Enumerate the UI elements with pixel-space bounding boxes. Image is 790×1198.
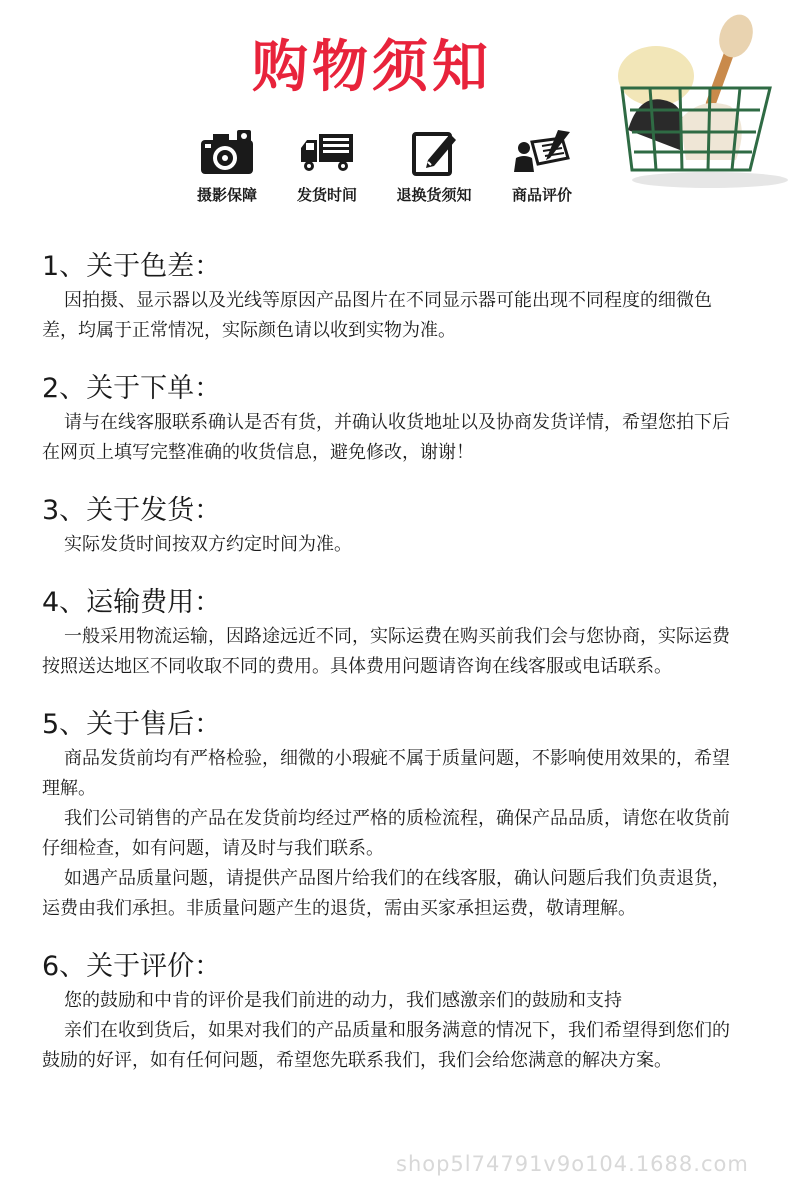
section-text: 因拍摄、显示器以及光线等原因产品图片在不同显示器可能出现不同程度的细微色差，均属于正常情况，实际颜色请以收到实物为准。 <box>42 290 712 341</box>
product-basket-image <box>610 10 790 190</box>
icon-label-photo: 摄影保障 <box>196 186 257 204</box>
page-title: 购物须知 <box>252 35 492 100</box>
truck-icon <box>297 128 357 178</box>
edit-icon <box>404 128 464 178</box>
section-after-sales <box>42 706 742 924</box>
section-review <box>42 948 742 1076</box>
section-title: 5、关于售后： <box>42 709 222 740</box>
return-notice-item <box>379 128 489 205</box>
photo-guarantee-item <box>172 128 282 205</box>
section-shipping <box>42 492 742 560</box>
watermark: shop5l74791v9o104.1688.com <box>396 1152 749 1176</box>
section-title: 1、关于色差： <box>42 251 222 282</box>
icon-label-review: 商品评价 <box>511 186 572 204</box>
section-text: 亲们在收到货后，如果对我们的产品质量和服务满意的情况下，我们希望得到您们的鼓励的好评，如有任何问题，希望您先联系我们，我们会给您满意的解决方案。 <box>42 1020 730 1071</box>
section-text: 商品发货前均有严格检验，细微的小瑕疵不属于质量问题，不影响使用效果的，希望理解。 <box>42 748 730 799</box>
icon-label-ship: 发货时间 <box>296 186 357 204</box>
section-title: 2、关于下单： <box>42 373 222 404</box>
ship-time-item <box>272 128 382 205</box>
header-banner <box>0 0 790 222</box>
section-text: 我们公司销售的产品在发货前均经过严格的质检流程，确保产品品质，请您在收货前仔细检查，如有问题，请及时与我们联系。 <box>42 808 730 859</box>
section-text: 请与在线客服联系确认是否有货，并确认收货地址以及协商发货详情，希望您拍下后在网页上填写完整准确的收货信息，避免修改，谢谢！ <box>42 412 730 463</box>
product-review-item <box>487 128 597 205</box>
camera-icon <box>197 128 257 178</box>
section-text: 实际发货时间按双方约定时间为准。 <box>64 534 352 555</box>
section-ordering <box>42 370 742 468</box>
icon-label-return: 退换货须知 <box>396 186 472 204</box>
section-title: 3、关于发货： <box>42 495 222 526</box>
notice-content <box>42 248 742 1076</box>
section-text: 您的鼓励和中肯的评价是我们前进的动力，我们感激亲们的鼓励和支持 <box>64 990 622 1011</box>
review-icon <box>512 128 572 178</box>
section-color-difference <box>42 248 742 346</box>
section-title: 6、关于评价： <box>42 951 222 982</box>
section-text: 如遇产品质量问题，请提供产品图片给我们的在线客服，确认问题后我们负责退货，运费由我们承担。非质量问题产生的退货，需由买家承担运费，敬请理解。 <box>42 868 730 919</box>
section-freight <box>42 584 742 682</box>
section-title: 4、运输费用： <box>42 587 222 618</box>
section-text: 一般采用物流运输，因路途远近不同，实际运费在购买前我们会与您协商，实际运费按照送达地区不同收取不同的费用。具体费用问题请咨询在线客服或电话联系。 <box>42 626 730 677</box>
